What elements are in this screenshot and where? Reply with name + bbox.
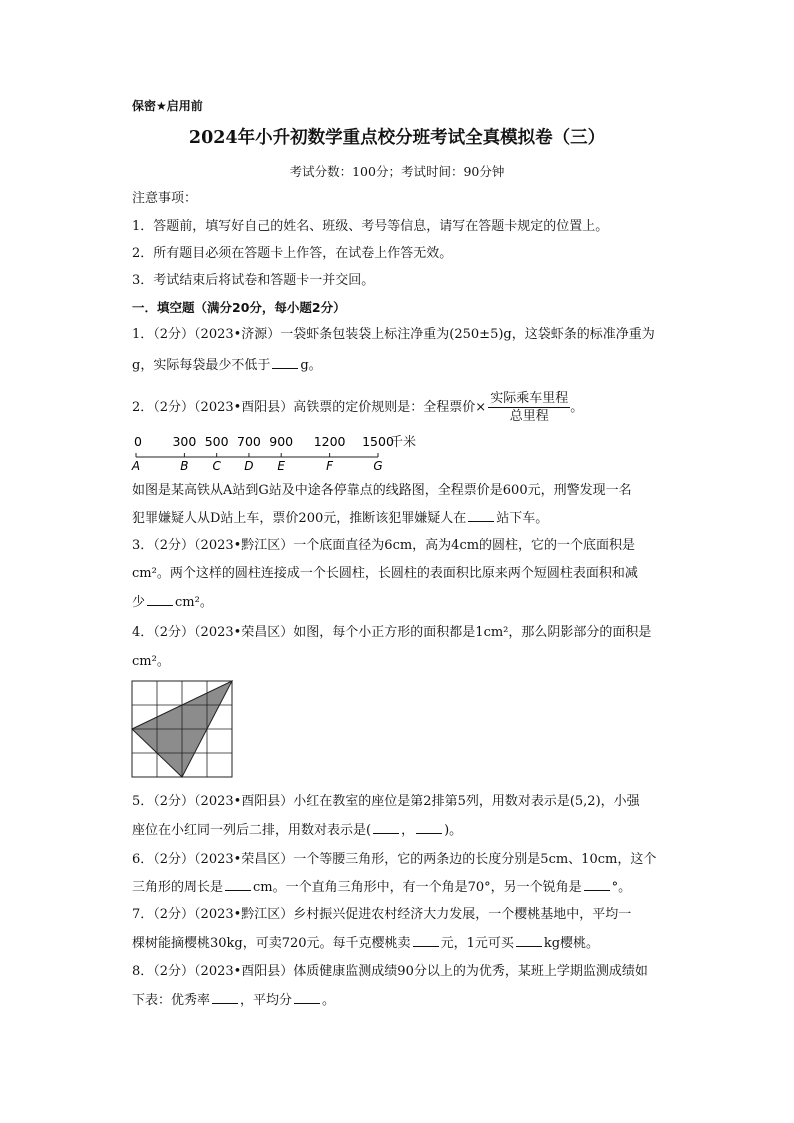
q7-text-c: kg樱桃。: [543, 936, 600, 951]
q4-line-1: 4．（2分）（2023•荣昌区）如图，每个小正方形的面积都是1cm²，那么阴影部分的面积是: [132, 625, 652, 640]
exam-meta: 考试分数：100分；考试时间：90分钟: [289, 164, 505, 179]
q3-line-1: 3．（2分）（2023•黔江区）一个底面直径为6cm，高为4cm的圆柱，它的一个底面积是: [132, 538, 636, 553]
q6-text-c: °。: [611, 880, 632, 895]
q6-blank-2[interactable]: [584, 877, 610, 891]
railway-station-label: F: [326, 459, 334, 473]
railway-station-label: B: [180, 459, 189, 473]
q5-text-a: 座位在小红同一列后二排，用数对表示是(: [132, 823, 372, 838]
q6-line-1: 6．（2分）（2023•荣昌区）一个等腰三角形，它的两条边的长度分别是5cm、10cm，这个: [132, 852, 657, 867]
q2-line-3: [132, 508, 678, 529]
q5-text-c: )。: [444, 823, 463, 838]
q7-line-2: [132, 933, 678, 954]
q3-line-2: cm²。两个这样的圆柱连接成一个长圆柱，长圆柱的表面积比原来两个短圆柱表面积和减: [132, 566, 638, 581]
q3-text-a: 少: [132, 595, 146, 610]
q7-blank-1[interactable]: [413, 933, 439, 947]
q7-text-b: 元，1元可买: [440, 936, 514, 951]
railway-station-label: C: [212, 459, 221, 473]
shaded-grid-figure: [131, 680, 235, 780]
q8-text-b: ，平均分: [240, 993, 293, 1008]
q4-line-2: cm²。: [132, 654, 170, 669]
q1-line-1: 1．（2分）（2023•济源）一袋虾条包装袋上标注净重为(250±5)g，这袋虾条的标准净重为: [132, 327, 655, 342]
railway-unit: 千米: [390, 435, 417, 450]
q8-blank-1[interactable]: [212, 990, 238, 1004]
q8-line-1: 8．（2分）（2023•酉阳县）体质健康监测成绩90分以上的为优秀，某班上学期监测成绩如: [132, 964, 648, 979]
q7-line-1: 7．（2分）（2023•黔江区）乡村振兴促进农村经济大力发展，一个樱桃基地中，平均一: [132, 907, 632, 922]
q5-line-2: [132, 820, 678, 841]
railway-distance-label: 1200: [313, 434, 346, 449]
q2-text-end: 。: [570, 400, 584, 415]
railway-distance-label: 500: [204, 434, 229, 449]
q1-text-b: g。: [300, 358, 322, 373]
q5-blank-1[interactable]: [373, 820, 399, 834]
section-heading: 一．填空题（满分20分，每小题2分）: [132, 300, 346, 315]
q2-line-2: 如图是某高铁从A站到G站及中途各停靠点的线路图，全程票价是600元，刑警发现一名: [132, 483, 632, 498]
q1-text-a: g，实际每袋最少不低于: [132, 358, 271, 373]
note-item-1: 1．答题前，填写好自己的姓名、班级、考号等信息，请写在答题卡规定的位置上。: [132, 219, 609, 234]
q2-text-b: 犯罪嫌疑人从D站上车，票价200元，推断该犯罪嫌疑人在: [132, 511, 467, 526]
railway-distance-label: 0: [134, 434, 142, 449]
exam-title: 2024年小升初数学重点校分班考试全真模拟卷（三）: [188, 128, 606, 148]
note-item-3: 3．考试结束后将试卷和答题卡一并交回。: [132, 273, 375, 288]
q3-line-3: [132, 592, 678, 613]
q7-blank-2[interactable]: [516, 933, 542, 947]
fraction-numerator: 实际乘车里程: [490, 391, 569, 406]
q2-blank[interactable]: [468, 508, 494, 522]
fraction-denominator: 总里程: [509, 409, 549, 424]
q8-line-2: [132, 990, 678, 1011]
railway-station-label: A: [131, 459, 141, 473]
q2-text: 2．（2分）（2023•酉阳县）高铁票的定价规则是：全程票价×: [132, 400, 487, 415]
railway-distance-label: 300: [172, 434, 197, 449]
q8-text-a: 下表：优秀率: [132, 993, 211, 1008]
railway-station-label: E: [277, 459, 285, 473]
q2-line-1: [132, 390, 678, 425]
q3-blank[interactable]: [147, 592, 173, 606]
q8-blank-2[interactable]: [294, 990, 320, 1004]
q5-blank-2[interactable]: [416, 820, 442, 834]
q8-text-c: 。: [322, 993, 336, 1008]
railway-station-label: D: [244, 459, 254, 473]
q2-text-c: 站下车。: [496, 511, 549, 526]
q6-blank-1[interactable]: [225, 877, 251, 891]
notes-heading: 注意事项：: [132, 191, 198, 206]
railway-station-label: G: [373, 459, 383, 473]
q2-fraction: [488, 390, 570, 425]
q6-text-b: cm。一个直角三角形中，有一个角是70°，另一个锐角是: [253, 880, 582, 895]
railway-line-diagram: [126, 432, 456, 474]
q5-line-1: 5．（2分）（2023•酉阳县）小红在教室的座位是第2排第5列，用数对表示是(5,2)，小强: [132, 794, 640, 809]
q5-text-b: ，: [401, 823, 415, 838]
note-item-2: 2．所有题目必须在答题卡上作答，在试卷上作答无效。: [132, 246, 453, 261]
q1-line-2: [132, 355, 678, 376]
q1-blank[interactable]: [272, 355, 298, 369]
railway-distance-label: 900: [269, 434, 294, 449]
railway-distance-label: 1500: [362, 434, 394, 449]
confidential-mark: 保密★启用前: [132, 99, 203, 113]
q7-text-a: 棵树能摘樱桃30kg，可卖720元。每千克樱桃卖: [132, 936, 411, 951]
q3-text-b: cm²。: [175, 595, 213, 610]
railway-distance-label: 700: [237, 434, 261, 449]
q6-text-a: 三角形的周长是: [132, 880, 224, 895]
q6-line-2: [132, 877, 678, 898]
